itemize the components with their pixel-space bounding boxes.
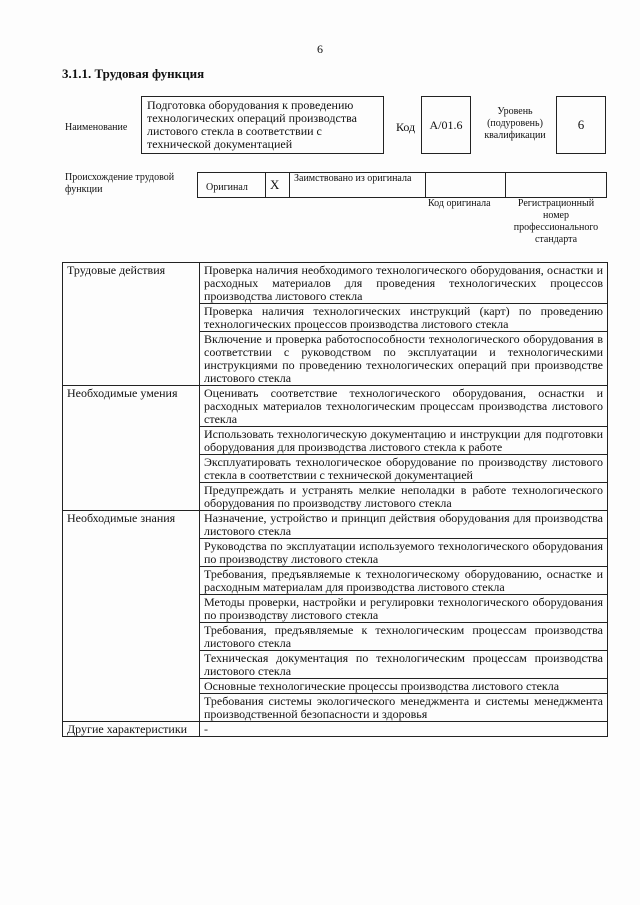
section-item: Техническая документация по технологическим процессам производства листового стекла [200,651,608,679]
section-item: Проверка наличия технологических инструкций (карт) по проведению технологических процессов производства листового стекла [200,304,608,332]
code-value-box: A/01.6 [421,96,471,154]
labor-function-table [62,262,608,737]
section-item: Использовать технологическую документацию и инструкции для подготовки оборудования для производства листового стекла к работе [200,427,608,455]
section-item: Требования системы экологического менеджмента и системы менеджмента производственной безопасности и здоровья [200,694,608,722]
section-item: Руководства по эксплуатации используемого технологического оборудования по производству листового стекла [200,539,608,567]
section-item: Требования, предъявляемые к технологическим процессам производства листового стекла [200,623,608,651]
section-item: Основные технологические процессы производства листового стекла [200,679,608,694]
page-number: 6 [317,42,323,56]
section-item: Оценивать соответствие технологического оборудования, оснастки и расходных материалов технологическим процессам производства листового стекла [200,386,608,427]
origin-cell-code [426,173,506,197]
section-item: Требования, предъявляемые к технологическому оборудованию, оснастке и расходным материалам для производства листового стекла [200,567,608,595]
code-label: Код [396,120,416,134]
table-row [63,722,608,737]
original-label: Оригинал [206,182,248,193]
section-title: 3.1.1. Трудовая функция [62,66,205,81]
section-item: Эксплуатировать технологическое оборудование по производству листового стекла в соответствии с технической документацией [200,455,608,483]
origin-label: Происхождение трудовой функции [65,172,175,195]
borrowed-label: Заимствовано из оригинала [294,173,412,184]
table-row [63,263,608,304]
code-original-label: Код оригинала [428,198,491,209]
section-heading: Трудовые действия [63,263,200,386]
qualification-level-box: 6 [556,96,606,154]
section-item: Проверка наличия необходимого технологического оборудования, оснастки и расходных материалов для проведения технологических процессов производства листового стекла [200,263,608,304]
table-row [63,386,608,427]
section-item: Предупреждать и устранять мелкие неполадки в работе технологического оборудования по производству листового стекла [200,483,608,511]
qualification-level-label: Уровень (подуровень) квалификации [484,106,546,141]
section-heading: Другие характеристики [63,722,200,737]
original-mark: X [270,177,280,192]
section-heading: Необходимые умения [63,386,200,511]
origin-row [197,172,607,198]
function-name-box: Подготовка оборудования к проведению технологических операций производства листового стекла в соответствии с технической документацией [141,96,384,154]
section-item: Методы проверки, настройки и регулировки технологического оборудования по производству листового стекла [200,595,608,623]
section-heading: Необходимые знания [63,511,200,722]
name-label: Наименование [65,122,128,133]
section-item: - [200,722,608,737]
section-item: Назначение, устройство и принцип действия оборудования для производства листового стекла [200,511,608,539]
section-item: Включение и проверка работоспособности технологического оборудования в соответствии с руководством по эксплуатации и технологическими инструкциями по проведению технологических операций при производстве листового стекла [200,332,608,386]
table-row [63,511,608,539]
registration-number-label: Регистрационный номер профессионального стандарта [513,198,599,245]
